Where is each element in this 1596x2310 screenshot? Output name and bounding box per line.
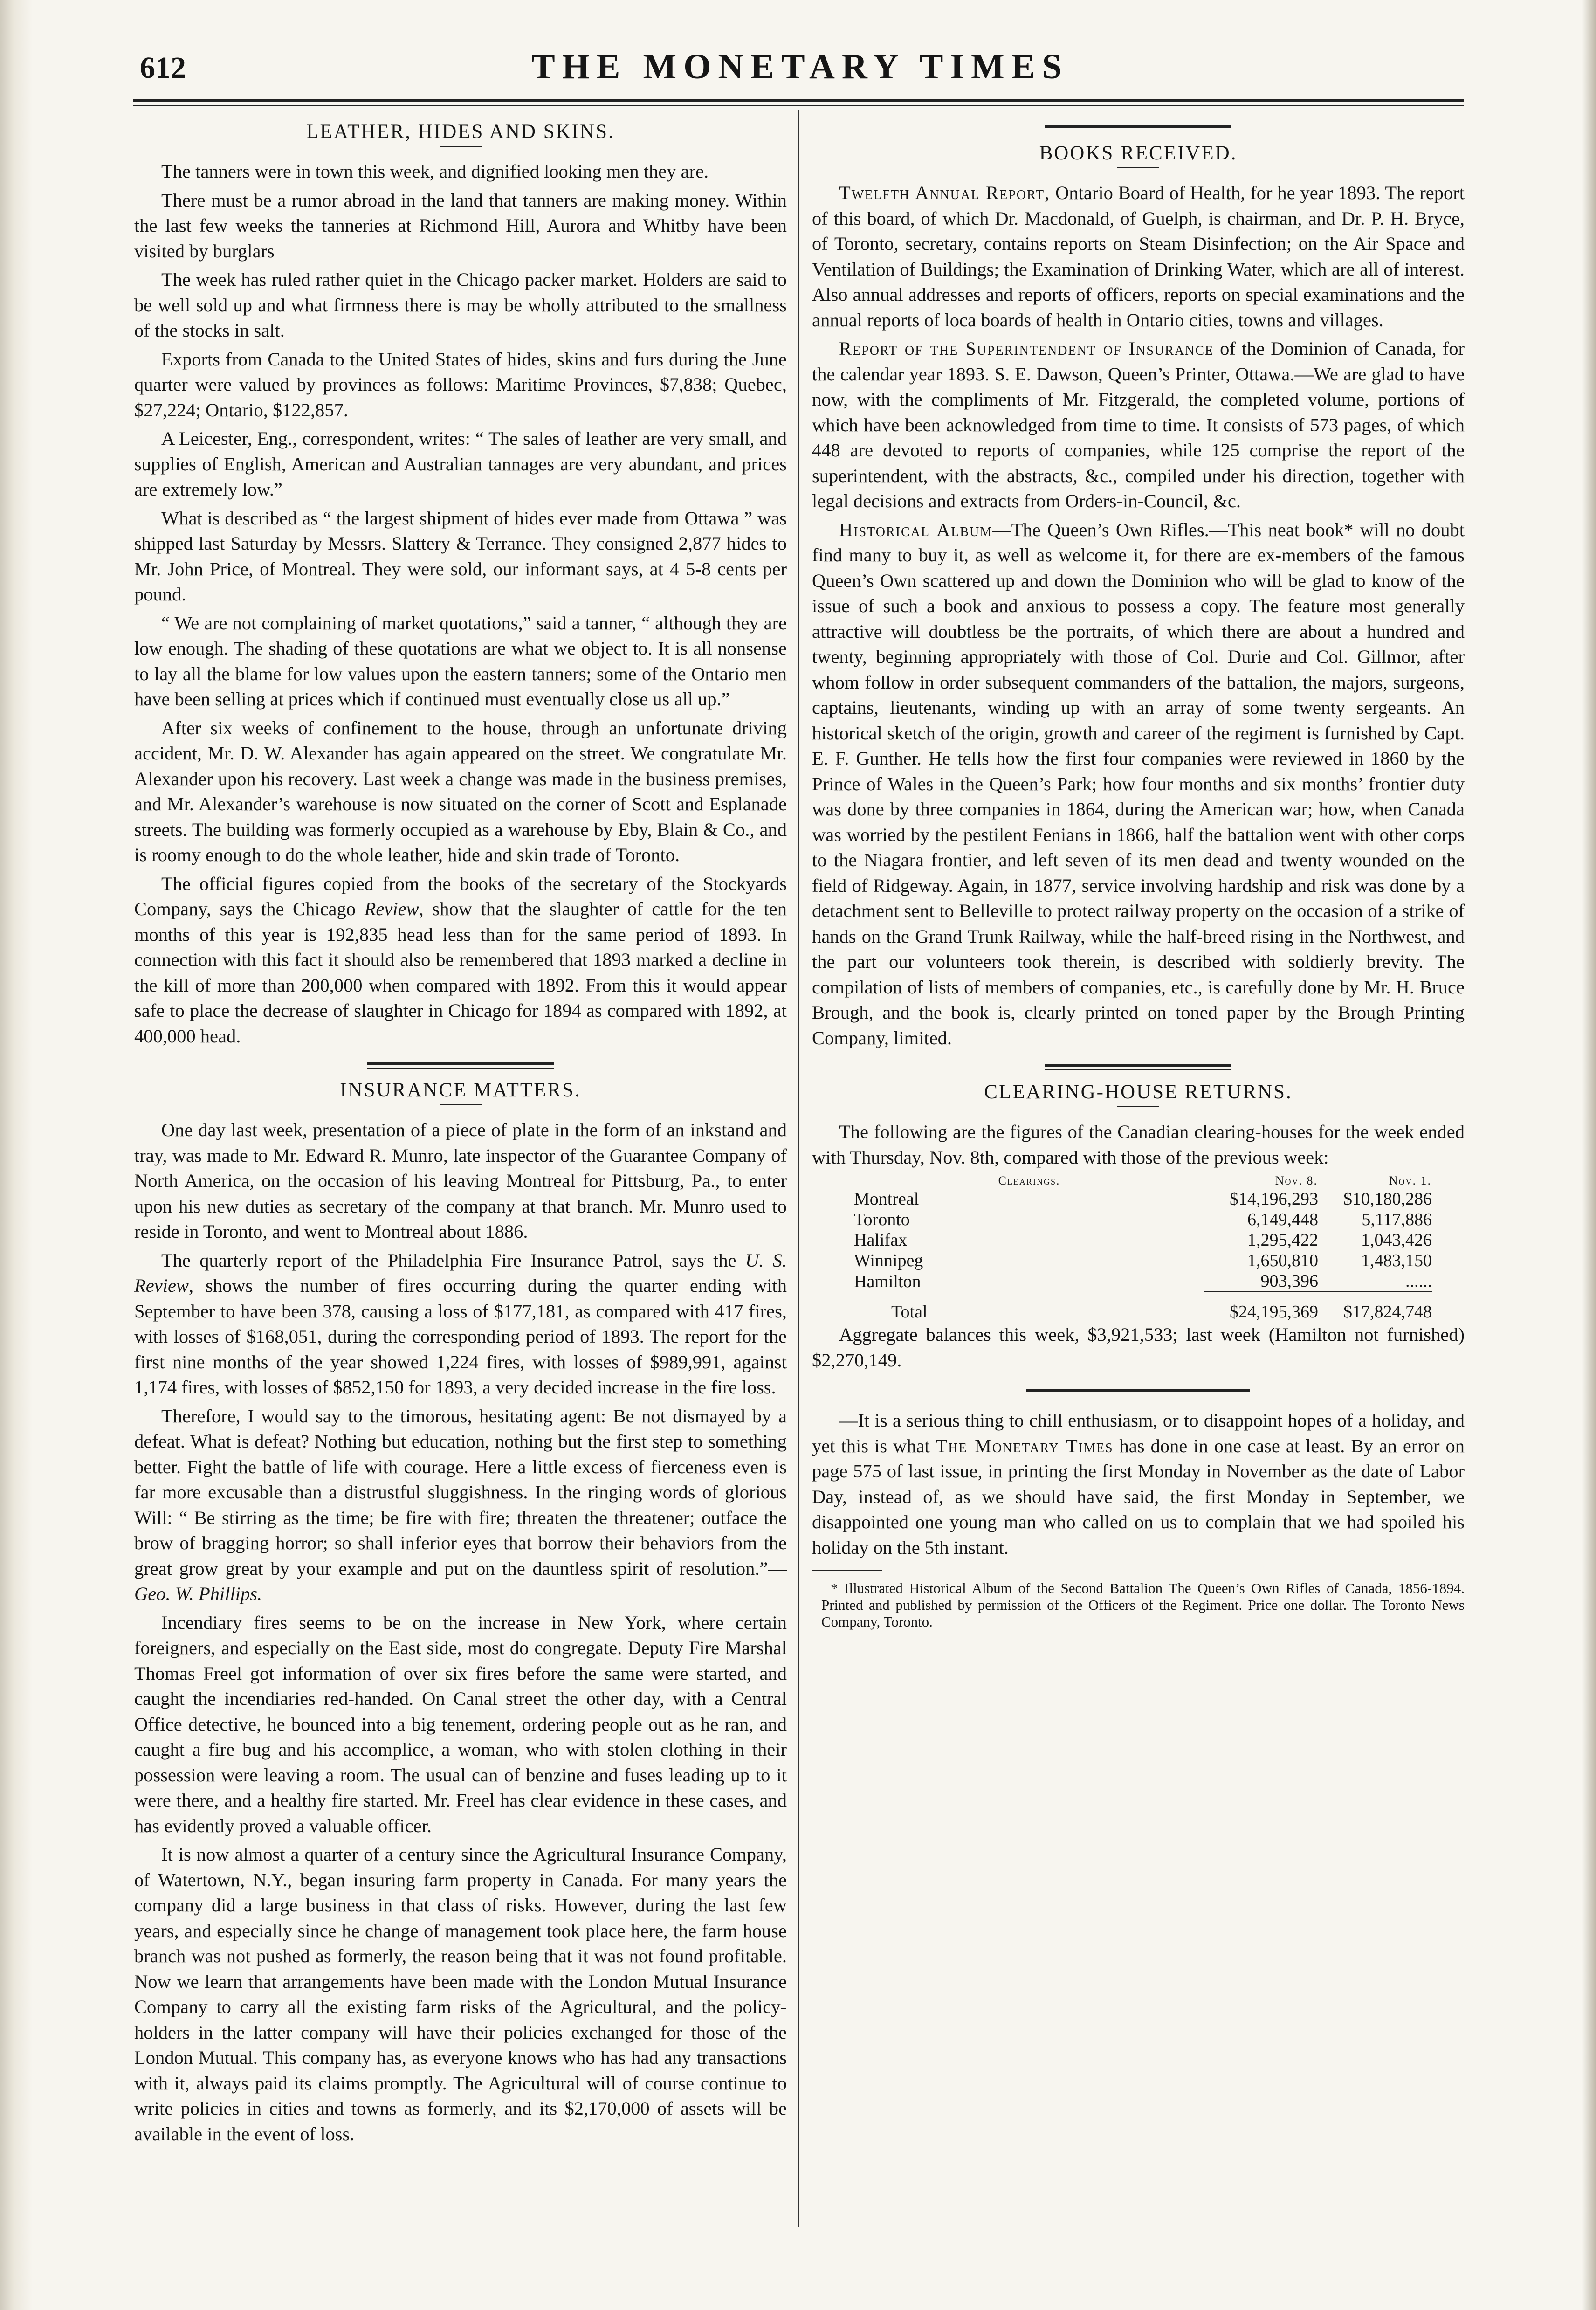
table-row — [854, 1250, 1432, 1271]
leather-paragraph: After six weeks of confinement to the house, through an unfortunate driving accident, Mr. D. W. Alexander has again appeared on the street. We congratulate Mr. Alexander upon his recovery. Last week a change was made in the business premises, and Mr. Alexander’s warehouse is now situated on the corner of Scott and Esplanade streets. The building was formerly occupied as a warehouse by Eby, Blain & Co., and is roomy enough to do the whole leather, hide and skin trade of Toronto. — [134, 717, 787, 865]
total-value: $24,195,369 — [1230, 1302, 1319, 1322]
clearing-balances: Aggregate balances this week, $3,921,533; last week (Hamilton not furnished) $2,270,149. — [812, 1324, 1465, 1371]
section-heading-books: BOOKS RECEIVED. — [1039, 142, 1238, 164]
table-header-row — [854, 1173, 1432, 1189]
smallcaps-run: Twelfth Annual Report, — [839, 182, 1051, 203]
total-value: $17,824,748 — [1343, 1302, 1432, 1322]
masthead-title: THE MONETARY TIMES — [531, 47, 1069, 86]
table-row — [854, 1209, 1432, 1230]
leather-paragraph: Exports from Canada to the United States of hides, skins and furs during the June quarter were valued by provinces as follows: Maritime Provinces, $7,838; Quebec, $27,224; Ontario, $122,857. — [134, 348, 787, 421]
insurance-paragraph: Incendiary fires seems to be on the increase in New York, where certain foreigners, and especially on the East side, most do congregate. Deputy Fire Marshal Thomas Freel got information of over six fires before the same were started, and caught the incendiaries red-handed. On Canal street the other day, with a Central Office detective, he bounced into a big tenement, ordering people out as he ran, and caught a fire bug and his accomplice, a woman, who with stolen clothing in their possession were leaving a room. The usual can of benzine and fuses leading up to it were there, and a healthy fire started. Mr. Freel has clear evidence in these cases, and has evidently proved a valuable officer. — [134, 1612, 787, 1836]
value-cell: 5,117,886 — [1362, 1210, 1432, 1229]
text-run: The quarterly report of the Philadelphia Fire Insurance Patrol, says the — [161, 1249, 745, 1271]
leather-paragraph: A Leicester, Eng., correspondent, writes: “ The sales of leather are very small, and supplies of English, American and Australian tannages are very abundant, and prices are extremely low.” — [134, 428, 787, 500]
heading-underline — [440, 146, 482, 147]
section-heading-clearing: CLEARING-HOUSE RETURNS. — [984, 1081, 1293, 1103]
text-run: of the Dominion of Canada, for the calendar year 1893. S. E. Dawson, Queen’s Printer, Ottawa.—We are glad to have now, with the compliments of Mr. Fitzgerald, the completed volume, portions of which have been acknowledged from time to time. It consists of 573 pages, of which 448 are devoted to reports of companies, while 125 comprise the report of the superintendent, with the abstracts, &c., compiled under his direction, together with legal decisions and extracts from Orders-in-Council, &c. — [812, 338, 1465, 511]
labor-day-notice — [812, 1408, 1465, 1560]
table-row — [854, 1271, 1432, 1292]
column-header: Nov. 8. — [1275, 1174, 1318, 1187]
value-cell: 903,396 — [1260, 1271, 1319, 1291]
books-paragraph — [812, 336, 1465, 514]
table-row — [854, 1230, 1432, 1250]
leather-paragraph-chicago — [134, 871, 787, 1049]
city-cell: Halifax — [854, 1230, 907, 1250]
value-cell: 1,295,422 — [1247, 1230, 1319, 1250]
smallcaps-run: Historical Album — [839, 519, 993, 540]
value-cell: 1,650,810 — [1247, 1251, 1319, 1270]
smallcaps-run: The Monetary Times — [936, 1435, 1114, 1456]
insurance-paragraph — [134, 1248, 787, 1400]
insurance-paragraph-agricultural: It is now almost a quarter of a century since the Agricultural Insurance Company, of Watertown, N.Y., began insuring farm property in Canada. For many years the company did a large business in that class of risks. However, during the last few years, and especially since he change of management took place here, the farm house branch was not pushed as formerly, the reason being that it was not found profitable. Now we learn that arrangements have been made with the London Mutual Insurance Company to carry all the existing farm risks of the Agricultural, and the policy-holders in the latter company will have their policies exchanged for those of the London Mutual. This company has, as everyone knows who has had any transactions with it, always paid its claims promptly. The Agricultural will of course continue to write policies in cities and towns as formerly, and its $2,170,000 of assets will be available in the event of loss. — [134, 1844, 787, 2145]
column-header: Nov. 1. — [1389, 1174, 1431, 1187]
value-cell: 1,483,150 — [1361, 1251, 1432, 1270]
page-number: 612 — [140, 51, 186, 85]
value-cell: $10,180,286 — [1343, 1189, 1432, 1209]
total-label: Total — [891, 1302, 928, 1322]
header-rule — [133, 99, 1464, 102]
table-row — [854, 1189, 1432, 1209]
text-run: , show that the slaughter of cattle for the ten months of this year is 192,835 head less than for the same period of 1893. In connection with this fact it should also be remembered that 1893 marked a decline in the kill of more than 200,000 when compared with 1892. From this it would appear safe to place the decrease of slaughter in Chicago for 1894 as compared with 1892, at 400,000 head. — [134, 898, 787, 1047]
section-separator — [1026, 1389, 1250, 1392]
leather-paragraph: What is described as “ the largest shipment of hides ever made from Ottawa ” was shipped last Saturday by Messrs. Slattery & Terrance. They consigned 2,877 hides to Mr. John Price, of Montreal. They were sold, our informant says, at 4 5-8 cents per pound. — [134, 507, 787, 605]
footnote: * Illustrated Historical Album of the Second Battalion The Queen’s Own Rifles of Canada, 1856-1894. Printed and published by permission of the Officers of the Regiment. Price one dollar. The Toronto News Company, Toronto. — [821, 1580, 1465, 1630]
heading-underline — [1117, 167, 1159, 168]
page-edge-shadow — [1582, 0, 1596, 2310]
section-separator — [1045, 125, 1231, 131]
city-cell: Winnipeg — [854, 1251, 923, 1270]
clearing-intro: The following are the figures of the Canadian clearing-houses for the week ended with Thursday, Nov. 8th, compared with those of the previous week: — [812, 1121, 1465, 1168]
italic-run: Geo. W. Phillips. — [134, 1583, 262, 1604]
column-divider — [798, 110, 799, 2227]
insurance-paragraph: One day last week, presentation of a piece of plate in the form of an inkstand and tray, was made to Mr. Edward R. Munro, late inspector of the Guarantee Company of North America, on the occasion of his leaving Montreal for Pittsburg, Pa., to enter upon his new duties as secretary of the company at that branch. Mr. Munro used to reside in Toronto, and went to Montreal about 1886. — [134, 1119, 787, 1242]
section-separator — [1045, 1064, 1231, 1070]
italic-run: U. S. Review — [134, 1249, 787, 1296]
city-cell: Hamilton — [854, 1271, 921, 1291]
binding-shadow — [0, 0, 33, 2310]
text-run: —The Queen’s Own Rifles.—This neat book* will no doubt find many to buy it, as well as welcome it, for there are ex-members of the famous Queen’s Own scattered up and down the Dominion who will be glad to know of the issue of such a book and anxious to possess a copy. The feature most generally attractive will doubtless be the portraits, of which there are about a hundred and twenty, beginning appropriately with those of Col. Durie and Col. Gillmor, after whom follow in order subsequent commanders of the battalion, the majors, surgeons, captains, lieutenants, winding up with an array of some twenty sergeants. An historical sketch of the origin, growth and career of the regiment is furnished by Capt. E. F. Gunther. He tells how the first four companies were reviewed in 1860 by the Prince of Wales in the Queen’s Park; how four months and six months’ frontier duty was done by three companies in 1864, during the American war; how, when Canada was worried by the pestilent Fenians in 1866, half the battalion went with other corps to the Niagara frontier, and left seven of its men dead and twenty wounded on the field of Ridgeway. Again, in 1877, service involving hardship and risk was done by a detachment sent to Belleville to protect railway property on the occasion of a strike of hands on the Grand Trunk Railway, while the half-breed rising in the Northwest, and the part our volunteers took therein, is described with soldierly brevity. The compilation of lists of members of companies, etc., is carefully done by Mr. H. Bruce Brough, and the book is, clearly printed on toned paper by the Brough Printing Company, limited. — [812, 519, 1465, 1048]
heading-underline — [1117, 1106, 1159, 1107]
text-run: —It is a serious thing to chill enthusiasm, or to disappoint hopes of a holiday, and yet this is what — [812, 1410, 1465, 1456]
value-cell: 6,149,448 — [1247, 1210, 1319, 1229]
text-run: Therefore, I would say to the timorous, hesitating agent: Be not dismayed by a defeat. What is defeat? Nothing but education, nothing but the first step to something better. Fight the battle of life with courage. Here a little excess of fierceness even is far more excusable than a distrustful sluggishness. In the ringing words of glorious Will: “ Be stirring as the time; be fire with fire; threaten the threatener; outface the brow of bragging horror; so shall inferior eyes that borrow their behaviors from the great grow great by your example and put on the dauntless spirit of resolution.”— — [134, 1405, 787, 1579]
clearing-table — [854, 1173, 1432, 1322]
books-paragraph — [812, 180, 1465, 333]
value-cell: ...... — [1405, 1271, 1432, 1291]
section-heading-insurance: INSURANCE MATTERS. — [340, 1079, 581, 1101]
right-column — [812, 112, 1465, 2238]
city-cell: Toronto — [854, 1210, 910, 1229]
books-paragraph — [812, 517, 1465, 1051]
leather-paragraph: “ We are not complaining of market quotations,” said a tanner, “ although they are low enough. The shading of these quotations are what we object to. It is all nonsense to lay all the blame for low values upon the eastern tanners; some of the Ontario men have been selling at prices which if continued must eventually close us all up.” — [134, 612, 787, 710]
total-row — [854, 1292, 1432, 1322]
section-heading-leather: LEATHER, HIDES AND SKINS. — [306, 121, 615, 143]
value-cell: 1,043,426 — [1361, 1230, 1432, 1250]
text-run: Ontario Board of Health, for he year 1893. The report of this board, of which Dr. Macdonald, of Guelph, is chairman, and Dr. P. H. Bryce, of Toronto, secretary, contains reports on Steam Disinfection; on the Air Space and Ventilation of Buildings; the Examination of Drinking Water, which are all of interest. Also annual addresses and reports of officers, reports on special examinations and the annual reports of loca boards of health in Ontario cities, towns and villages. — [812, 182, 1465, 331]
city-cell: Montreal — [854, 1189, 919, 1209]
leather-paragraph: The week has ruled rather quiet in the Chicago packer market. Holders are said to be well sold up and what firmness there is may be wholly attributed to the smallness of the stocks in salt. — [134, 269, 787, 341]
section-separator — [367, 1062, 554, 1069]
text-run: , shows the number of fires occurring during the quarter ending with September to have been 378, causing a loss of $177,181, as compared with 417 fires, with losses of $168,051, during the corresponding period of 1893. The report for the first nine months of the year showed 1,224 fires, with losses of $989,991, against 1,174 fires, with losses of $852,150 for 1893, a very decided increase in the fire loss. — [134, 1275, 787, 1398]
footnote-rule — [812, 1570, 882, 1571]
insurance-paragraph — [134, 1404, 787, 1607]
text-run: has done in one case at least. By an error on page 575 of last issue, in printing the first Monday in November as the date of Labor Day, instead of, as we should have said, the first Monday in September, we disappointed one young man who called on us to complain that we had spoiled his holiday on the 5th instant. — [812, 1435, 1465, 1558]
heading-underline — [440, 1104, 482, 1105]
value-cell: $14,196,293 — [1230, 1189, 1319, 1209]
leather-paragraph: There must be a rumor abroad in the land that tanners are making money. Within the last few weeks the tanneries at Richmond Hill, Aurora and Whitby have been visited by burglars — [134, 189, 787, 262]
header-rule-thin — [133, 105, 1464, 106]
column-header: Clearings. — [998, 1174, 1060, 1187]
text-run: The official figures copied from the books of the secretary of the Stockyards Company, says the Chicago — [134, 873, 787, 919]
left-column — [134, 112, 787, 2238]
italic-run: Review — [364, 898, 419, 919]
leather-paragraph: The tanners were in town this week, and dignified looking men they are. — [161, 161, 709, 182]
smallcaps-run: Report of the Superintendent of Insurance — [839, 338, 1214, 359]
